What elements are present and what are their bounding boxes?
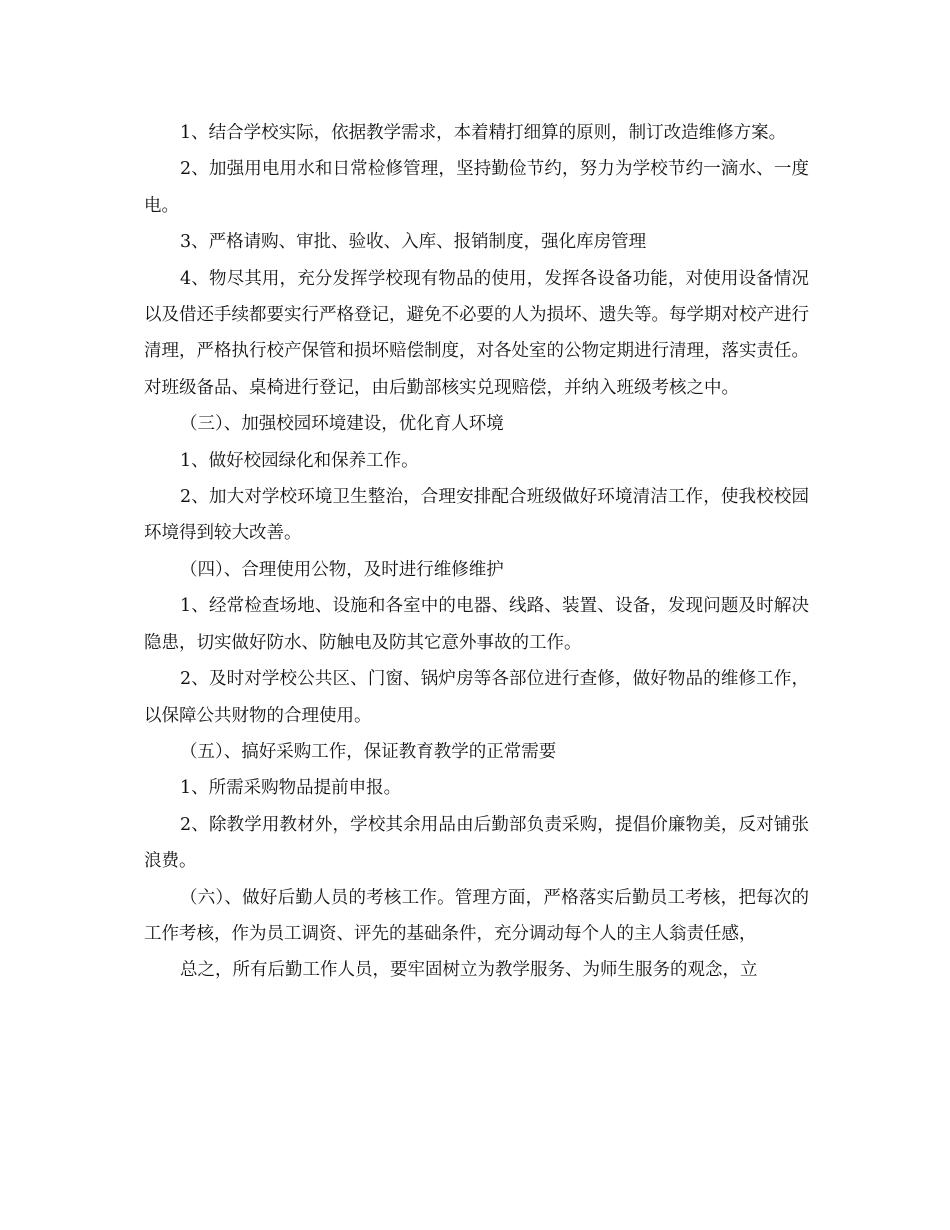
document-page: [144, 115, 809, 989]
paragraph-utilities-management: 2、加强用电用水和日常检修管理，坚持勤俭节约，努力为学校节约一滴水、一度电。: [144, 159, 809, 216]
paragraph-sanitation: 2、加大对学校环境卫生整治，合理安排配合班级做好环境清洁工作，使我校校园环境得到较大改善。: [144, 487, 809, 544]
paragraph-advance-request: 1、所需采购物品提前申报。: [180, 778, 402, 799]
section-heading-procurement: （五）、搞好采购工作，保证教育教学的正常需要: [180, 741, 557, 762]
paragraph-purchase-procedure: 3、严格请购、审批、验收、入库、报销制度，强化库房管理: [180, 232, 647, 253]
paragraph-asset-usage: 4、物尽其用，充分发挥学校现有物品的使用，发挥各设备功能，对使用设备情况以及借还手续都要实行严格登记，避免不必要的人为损坏、遗失等。每学期对校产进行清理，严格执行校产保管和损坏赔偿制度，对各处室的公物定期进行清理，落实责任。对班级备品、桌椅进行登记，由后勤部核实兑现赔偿，并纳入班级考核之中。: [144, 268, 809, 398]
paragraph-greening: 1、做好校园绿化和保养工作。: [180, 450, 419, 471]
paragraph-plan-renovation: 1、结合学校实际，依据教学需求，本着精打细算的原则，制订改造维修方案。: [180, 123, 787, 143]
paragraph-purchasing-policy: 2、除教学用教材外，学校其余用品由后勤部负责采购，提倡价廉物美，反对铺张浪费。: [144, 814, 809, 872]
section-heading-staff-evaluation: （六）、做好后勤人员的考核工作。管理方面，严格落实后勤员工考核，把每次的工作考核，作为员工调资、评先的基础条件，充分调动每个人的主人翁责任感，: [144, 887, 809, 944]
section-heading-campus-environment: （三）、加强校园环境建设，优化育人环境: [180, 414, 504, 435]
paragraph-repairs: 2、及时对学校公共区、门窗、锅炉房等各部位进行查修，做好物品的维修工作，以保障公共财物的合理使用。: [144, 669, 809, 726]
section-heading-public-property: （四）、合理使用公物，及时进行维修维护: [180, 559, 504, 580]
paragraph-conclusion: 总之，所有后勤工作人员，要牢固树立为教学服务、为师生服务的观念，立: [180, 960, 758, 981]
paragraph-inspection: 1、经常检查场地、设施和各室中的电器、线路、装置、设备，发现问题及时解决隐患，切实做好防水、防触电及防其它意外事故的工作。: [144, 596, 809, 653]
